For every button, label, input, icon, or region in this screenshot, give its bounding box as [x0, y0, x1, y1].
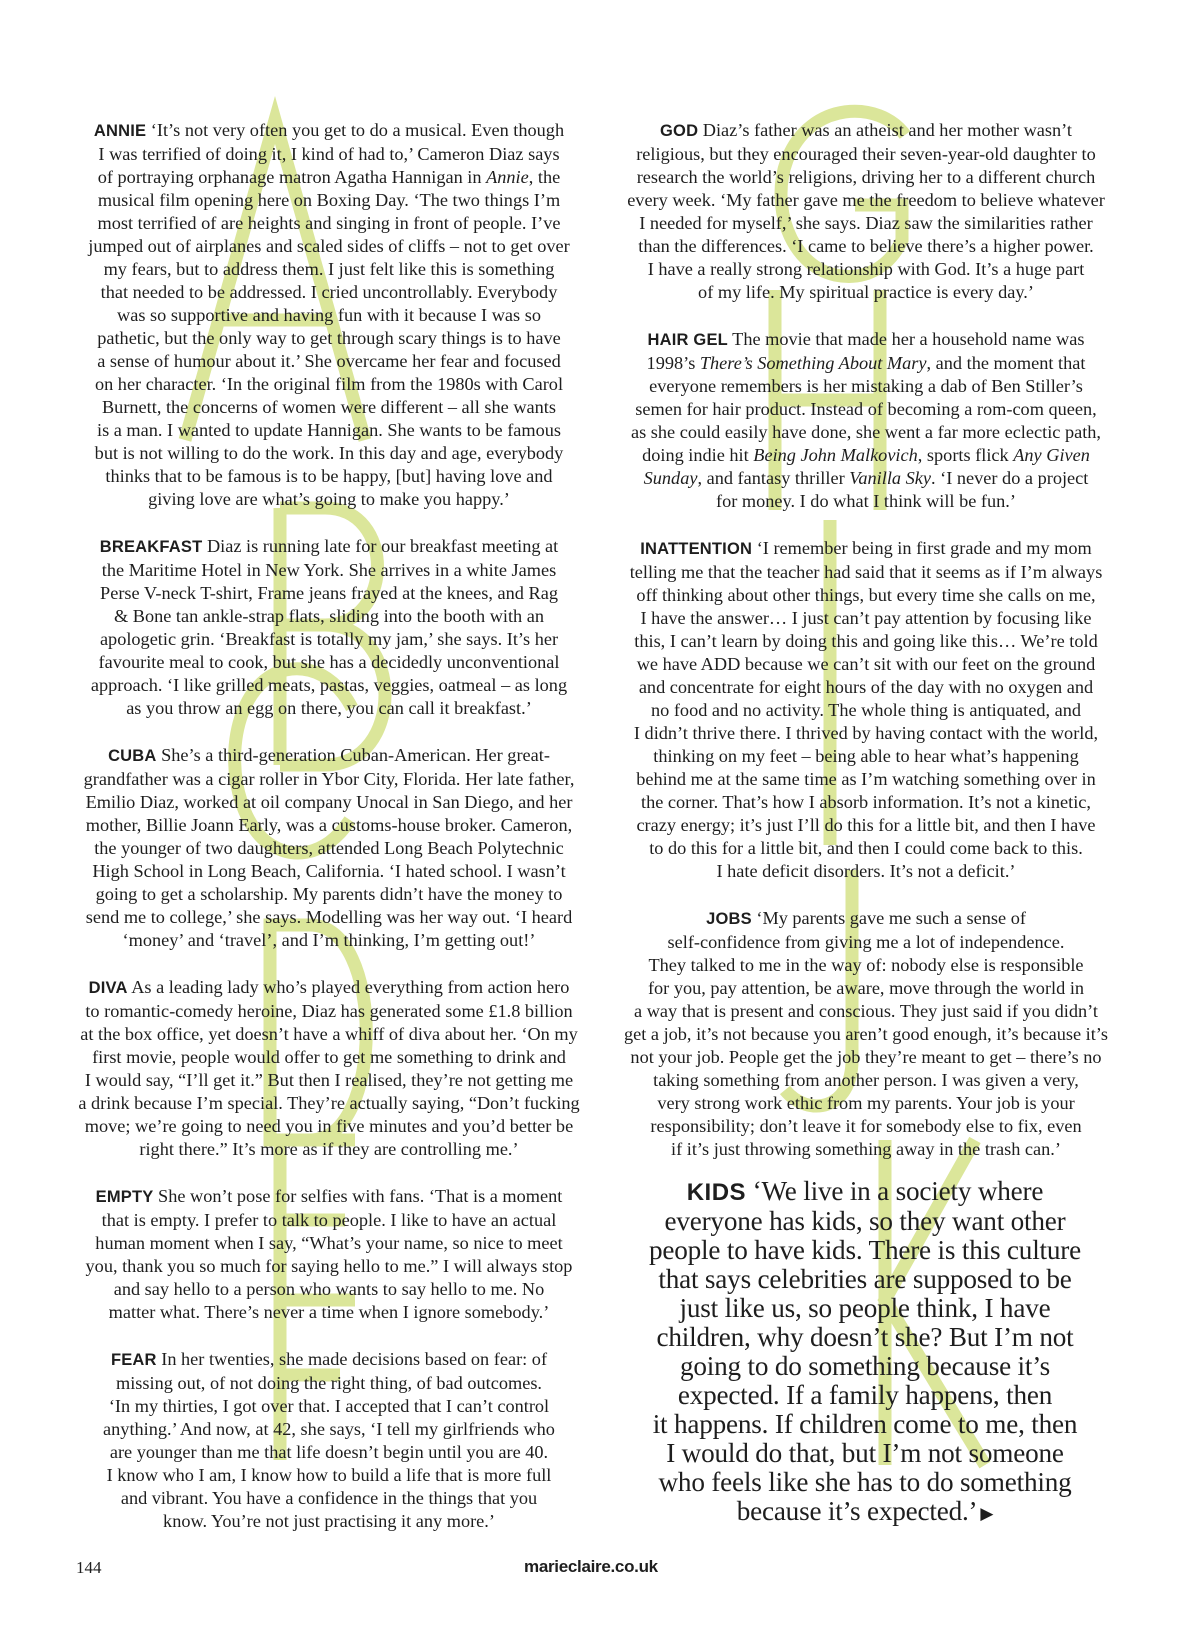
entry-breakfast: BREAKFAST Diaz is running late for our breakfast meeting at the Maritime Hotel in New York. She arrives in a white James Perse V-neck T-shirt, Frame jeans frayed at the knees, and Rag & Bone tan ankle-strap flats, sliding into the booth with an apologetic grin. ‘Breakfast is totally my jam,’ she says. It’s her favourite meal to cook, but she has a decidedly unconventional approach. ‘I like grilled meats, pastas, veggies, oatmeal – as long as you throw an egg on there, you can call it breakfast.’: [90, 536, 568, 718]
website-footer: marieclaire.co.uk: [524, 1557, 658, 1576]
entry-diva: DIVA As a leading lady who’s played everything from action hero to romantic-comedy heroine, Diaz has generated some £1.8 billion at the box office, yet doesn’t have a whiff of diva about her. ‘On my first movie, people would offer to get me something to drink and I would say, “I’ll get it.” But then I realised, they’re not getting me a drink because I’m special. They’re actually saying, “Don’t fucking move; we’re going to need you in five minutes and you’d better be right there.” It’s more as if they are controlling me.’: [78, 977, 580, 1159]
entry-hair-gel: HAIR GEL The movie that made her a household name was 1998’s There’s Something About Mary, and the moment that everyone remembers is her mistaking a dab of Ben Stiller’s semen for hair product. Instead of becoming a rom-com queen, as she could easily have done, she went a far more eclectic path, doing indie hit Being John Malkovich, sports flick Any Given Sunday, and fantasy thriller Vanilla Sky. ‘I never do a project for money. I do what I think will be fun.’: [630, 329, 1102, 511]
entry-keyword: EMPTY: [95, 1188, 154, 1206]
entry-god: GOD Diaz’s father was an atheist and her mother wasn’t religious, but they encouraged their seven-year-old daughter to research the world’s religions, driving her to a different church every week. ‘My father gave me the freedom to believe whatever I needed for myself,’ she says. Diaz saw the similarities rather than the differences. ‘I came to believe there’s a higher power. I have a really strong relationship with God. It’s a huge part of my life. My spiritual practice is every day.’: [627, 120, 1105, 302]
triangle-right-icon: ▶: [980, 1504, 994, 1523]
entry-keyword: FEAR: [110, 1351, 157, 1369]
entry-keyword: CUBA: [108, 747, 157, 765]
entry-keyword: GOD: [660, 122, 699, 140]
entry-fear: FEAR In her twenties, she made decisions based on fear: of missing out, of not doing the right thing, of bad outcomes. ‘In my thirties, I got over that. I accepted that I can’t control anything.’ And now, at 42, she says, ‘I tell my girlfriends who are younger than me that life doesn’t begin until you are 40. I know who I am, I know how to build a life that is more full and vibrant. You have a confidence in the things that you know. You’re not just practising it any more.’: [103, 1349, 555, 1531]
entry-keyword: JOBS: [706, 910, 752, 928]
entry-jobs: JOBS ‘My parents gave me such a sense of self-confidence from giving me a lot of independence. They talked to me in the way of: nobody else is responsible for you, pay attention, be aware, move through the world in a way that is present and conscious. They just said if you didn’t get a job, it’s not because you aren’t good enough, it’s because it’s not your job. People get the job they’re meant to get – there’s no taking something from another person. I was given a very, very strong work ethic from my parents. Your job is your responsibility; don’t leave it for somebody else to fix, even if it’s just throwing something away in the trash can.’: [623, 908, 1108, 1159]
entry-keyword: BREAKFAST: [99, 538, 203, 556]
right-column: [617, 119, 1115, 1185]
entry-keyword: HAIR GEL: [647, 331, 728, 349]
entry-cuba: CUBA She’s a third-generation Cuban-American. Her great- grandfather was a cigar roller in Ybor City, Florida. Her late father, Emilio Diaz, worked at oil company Unocal in San Diego, and her mother, Billie Joann Early, was a customs-house broker. Cameron, the younger of two daughters, attended Long Beach Polytechnic High School in Long Beach, California. ‘I hated school. I wasn’t going to get a scholarship. My parents didn’t have the money to send me to college,’ she says. Modelling was her way out. ‘I heard ‘money’ and ‘travel’, and I’m thinking, I’m getting out!’: [83, 745, 575, 950]
entry-keyword: ANNIE: [93, 122, 147, 140]
entry-keyword: DIVA: [88, 979, 128, 997]
entry-annie: ANNIE ‘It’s not very often you get to do a musical. Even though I was terrified of doing it, I kind of had to,’ Cameron Diaz says of portraying orphanage matron Agatha Hannigan in Annie, the musical film opening here on Boxing Day. ‘The two things I’m most terrified of are heights and singing in front of people. I’ve jumped out of airplanes and scaled sides of cliffs – not to get over my fears, but to address them. I just felt like this is something that needed to be addressed. I cried uncontrollably. Everybody was so supportive and having fun with it because I was so pathetic, but the only way to get through scary things is to have a sense of humour about it.’ She overcame her fear and focused on her character. ‘In the original film from the 1980s with Carol Burnett, the concerns of women were different – all she wants is a man. I wanted to update Hannigan. She wants to be famous but is not willing to do the work. In this day and age, everybody thinks that to be famous is to be happy, [but] having love and giving love are what’s going to make you happy.’: [88, 120, 570, 509]
entry-keyword: INATTENTION: [640, 540, 753, 558]
page-number: 144: [76, 1558, 102, 1577]
entry-empty: EMPTY She won’t pose for selfies with fans. ‘That is a moment that is empty. I prefer to talk to people. I like to have an actual human moment when I say, “What’s your name, so nice to meet you, thank you so much for saying hello to me.” I will always stop and say hello to a person who wants to say hello to me. No matter what. There’s never a time when I ignore somebody.’: [85, 1186, 573, 1322]
pull-quote-kids: KIDS ‘We live in a society where everyone has kids, so they want other people to have kids. There is this culture that says celebrities are supposed to be just like us, so people think, I have children, why doesn’t she? But I’m not going to do something because it’s expected. If a family happens, then it happens. If children come to me, then I would do that, but I’m not someone who feels like she has to do something because it’s expected.’ ▶: [648, 1176, 1082, 1526]
pull-quote-keyword: KIDS: [686, 1179, 747, 1206]
left-column: [75, 119, 583, 1557]
entry-inattention: INATTENTION ‘I remember being in first grade and my mom telling me that the teacher had said that it seems as if I’m always off thinking about other things, but every time she calls on me, I have the answer… I just can’t pay attention by focusing like this, I can’t learn by doing this and going like this… We’re told we have ADD because we can’t sit with our feet on the ground and concentrate for eight hours of the day with no oxygen and no food and no activity. The whole thing is antiquated, and I didn’t thrive there. I thrived by having contact with the world, thinking on my feet – being able to hear what’s happening behind me at the same time as I’m watching something over in the corner. That’s how I absorb information. It’s not a kinetic, crazy energy; it’s just I’ll do this for a little bit, and then I have to do this for a little bit, and then I could come back to this. I hate deficit disorders. It’s not a deficit.’: [629, 538, 1103, 881]
